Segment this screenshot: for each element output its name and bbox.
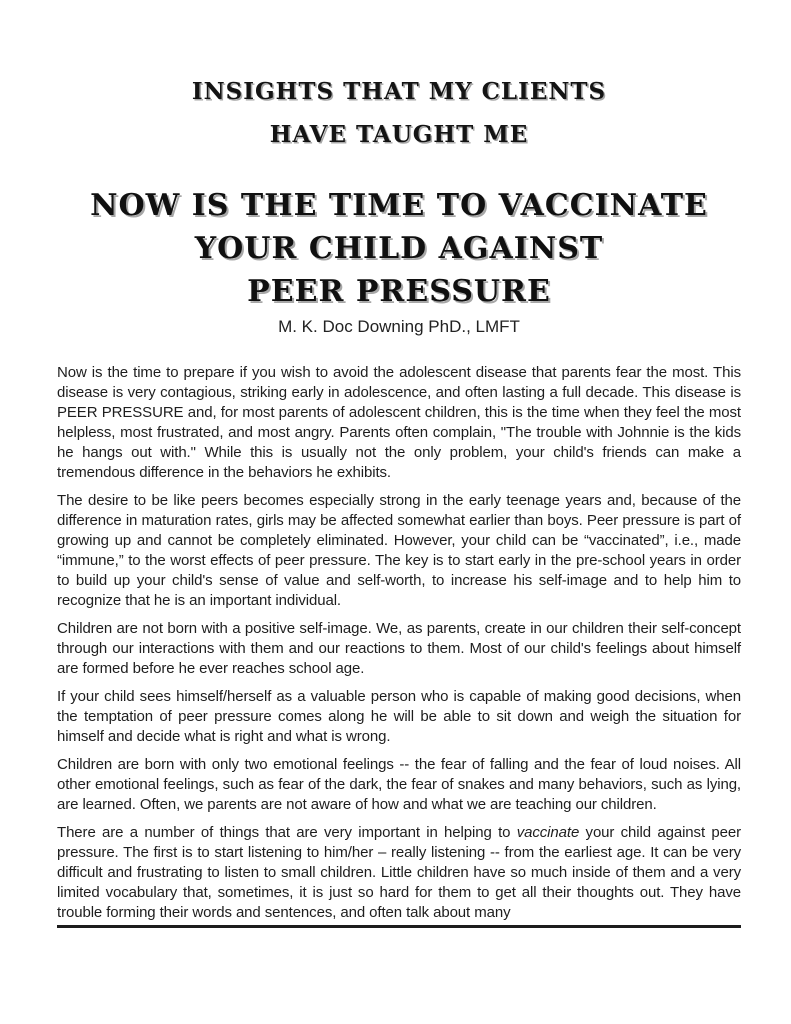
article-title (57, 184, 741, 313)
paragraph-3-text: Children are not born with a positive self-image. We, as parents, create in our children their self-concept through our interactions with them and our reactions to them. Most of our child's feelings about himself are formed before he ever reaches school age. (57, 620, 741, 677)
article-body (57, 363, 741, 928)
article-title-line3: PEER PRESSURE (247, 274, 551, 309)
paragraph-6-italic-word: vaccinate (516, 824, 580, 841)
paragraph-5-text: Children are born with only two emotional feelings -- the fear of falling and the fear of loud noises. All other emotional feelings, such as fear of the dark, the fear of snakes and many behaviors, such as lying, are learned. Often, we parents are not aware of how and what we are teaching our children. (57, 756, 741, 813)
bottom-rule-divider (57, 925, 741, 928)
paragraph-4-text: If your child sees himself/herself as a valuable person who is capable of making good decisions, when the temptation of peer pressure comes along he will be able to sit down and weigh the situation for himself and decide what is right and what is wrong. (57, 688, 741, 745)
series-title (57, 70, 741, 156)
paragraph-4 (57, 687, 741, 747)
paragraph-1 (57, 363, 741, 483)
paragraph-1-text: Now is the time to prepare if you wish to avoid the adolescent disease that parents fear the most. This disease is very contagious, striking early in adolescence, and often lasting a full decade. This disease is PEER PRESSURE and, for most parents of adolescent children, this is the time when they feel the most helpless, most frustrated, and most angry. Parents often complain, "The trouble with Johnnie is the kids he hangs out with." While this is usually not the only problem, your child's friends can make a tremendous difference in the behaviors he exhibits. (57, 364, 741, 481)
article-title-line2: YOUR CHILD AGAINST (194, 231, 604, 266)
paragraph-3 (57, 619, 741, 679)
paragraph-6 (57, 823, 741, 923)
paragraph-2 (57, 491, 741, 611)
paragraph-6-text-tail: your child against peer pressure. The first is to start listening to him/her – really listening -- from the earliest age. It can be very difficult and frustrating to listen to small children. Little children have so much inside of them and a very limited vocabulary that, sometimes, it is just so hard for them to get all their thoughts out. They have trouble forming their words and sentences, and often talk about many (57, 824, 741, 921)
paragraph-5 (57, 755, 741, 815)
article-title-line1: NOW IS THE TIME TO VACCINATE (90, 188, 708, 223)
paragraph-2-text: The desire to be like peers becomes especially strong in the early teenage years and, because of the difference in maturation rates, girls may be affected somewhat earlier than boys. Peer pressure is part of growing up and cannot be completely eliminated. However, your child can be “vaccinated”, i.e., made “immune,” to the worst effects of peer pressure. The key is to start early in the pre-school years in order to build up your child's sense of value and self-worth, to increase his self-image and to help him to recognize that he is an important individual. (57, 492, 741, 609)
paragraph-6-text-lead: There are a number of things that are very important in helping to (57, 824, 517, 841)
series-title-line2: HAVE TAUGHT ME (269, 121, 529, 148)
author-byline: M. K. Doc Downing PhD., LMFT (278, 317, 520, 336)
series-title-line1: INSIGHTS THAT MY CLIENTS (191, 78, 607, 105)
